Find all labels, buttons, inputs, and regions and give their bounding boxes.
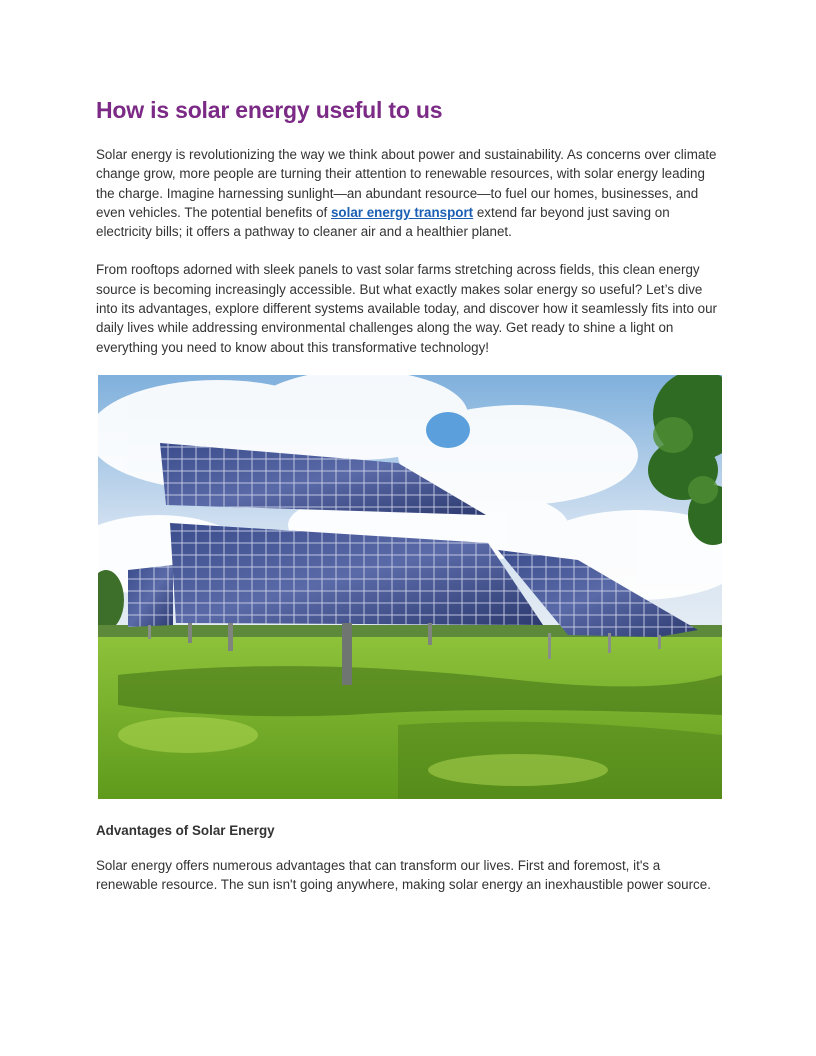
second-paragraph: From rooftops adorned with sleek panels to vast solar farms stretching across fields, this clean energy source is becoming increasingly accessible. But what exactly makes solar energy so useful? Let’s dive into its advantages, explore different systems available today, and discover how it seamlessly fits into our daily lives while addressing environmental challenges along the way. Get ready to shine a light on everything you need to know about this transformative technology! xyxy=(96,262,717,355)
advantages-paragraph: Solar energy offers numerous advantages that can transform our lives. First and foremost, it's a renewable resource. The sun isn't going anywhere, making solar energy an inexhaustible power source. xyxy=(96,857,711,893)
solar-energy-transport-link[interactable]: solar energy transport xyxy=(330,204,474,220)
intro-paragraph xyxy=(96,145,722,241)
section-heading: Advantages of Solar Energy xyxy=(96,822,275,838)
intro-text-before-link: Solar energy is revolutionizing the way we think about power and sustainability. As concerns over climate change grow, more people are turning their attention to renewable resources, with solar energy leading the charge. Imagine harnessing sunlight—an abundant resource—to fuel our homes, businesses, and even vehicles. The potential benefits of xyxy=(96,147,717,220)
page-title: How is solar energy useful to us xyxy=(96,97,443,123)
intro-text-after-link: extend far beyond just saving on electricity bills; it offers a pathway to cleaner air and a healthier planet. xyxy=(96,204,670,240)
article xyxy=(96,92,722,895)
solar-farm-photo xyxy=(98,375,722,799)
